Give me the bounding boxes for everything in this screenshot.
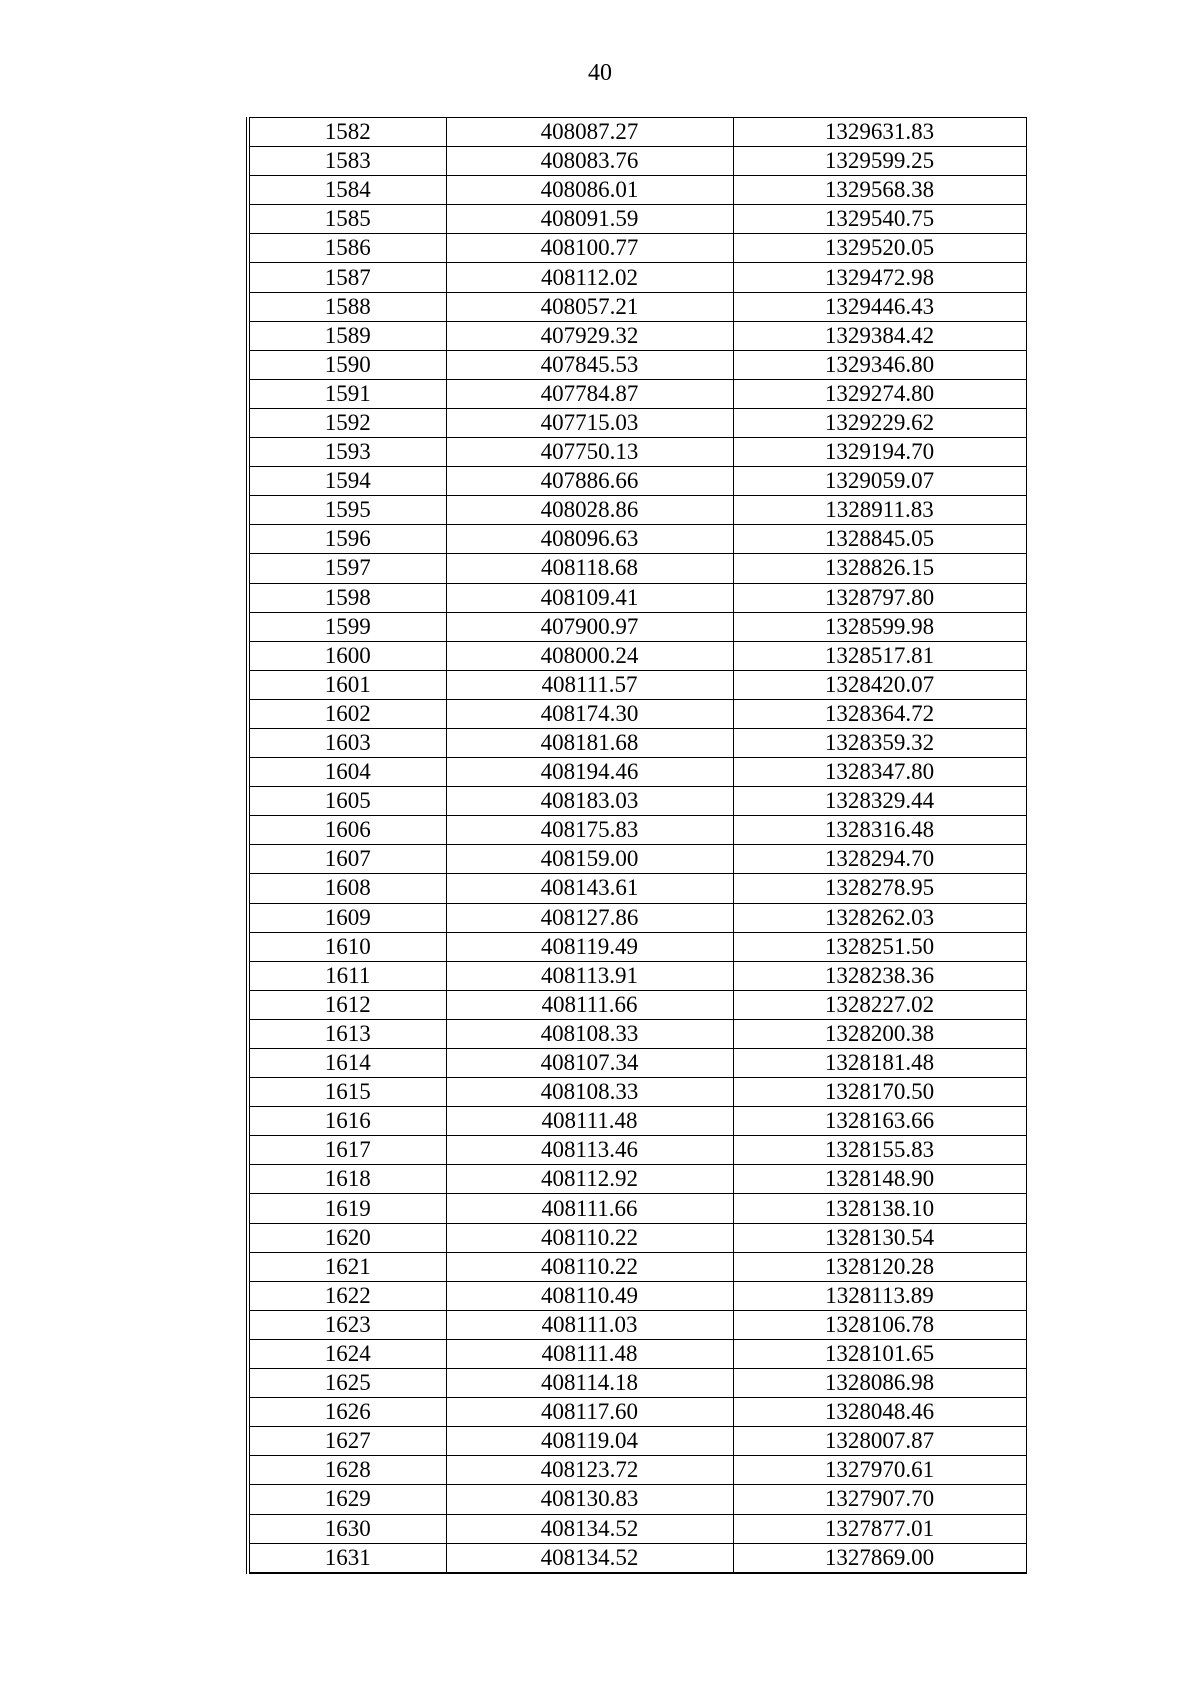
point-number-cell: 1584 xyxy=(248,176,446,205)
y-coordinate-cell: 1329446.43 xyxy=(733,292,1026,321)
point-number-cell: 1602 xyxy=(248,699,446,728)
point-number-cell: 1582 xyxy=(248,118,446,147)
table-row xyxy=(248,699,1026,728)
table-row xyxy=(248,147,1026,176)
table-row xyxy=(248,1310,1026,1339)
point-number-cell: 1619 xyxy=(248,1194,446,1223)
point-number-cell: 1599 xyxy=(248,612,446,641)
y-coordinate-cell: 1327907.70 xyxy=(733,1485,1026,1514)
point-number-cell: 1587 xyxy=(248,263,446,292)
x-coordinate-cell: 408110.49 xyxy=(446,1281,733,1310)
y-coordinate-cell: 1328329.44 xyxy=(733,787,1026,816)
y-coordinate-cell: 1329520.05 xyxy=(733,234,1026,263)
y-coordinate-cell: 1328278.95 xyxy=(733,874,1026,903)
point-number-cell: 1590 xyxy=(248,350,446,379)
table-row xyxy=(248,263,1026,292)
x-coordinate-cell: 408123.72 xyxy=(446,1456,733,1485)
y-coordinate-cell: 1328420.07 xyxy=(733,670,1026,699)
point-number-cell: 1607 xyxy=(248,845,446,874)
table-row xyxy=(248,1194,1026,1223)
x-coordinate-cell: 407784.87 xyxy=(446,379,733,408)
x-coordinate-cell: 408110.22 xyxy=(446,1252,733,1281)
x-coordinate-cell: 408100.77 xyxy=(446,234,733,263)
point-number-cell: 1612 xyxy=(248,990,446,1019)
y-coordinate-cell: 1328007.87 xyxy=(733,1427,1026,1456)
table-row xyxy=(248,496,1026,525)
point-number-cell: 1621 xyxy=(248,1252,446,1281)
x-coordinate-cell: 408143.61 xyxy=(446,874,733,903)
table-row xyxy=(248,525,1026,554)
x-coordinate-cell: 408091.59 xyxy=(446,205,733,234)
x-coordinate-cell: 408117.60 xyxy=(446,1398,733,1427)
x-coordinate-cell: 408118.68 xyxy=(446,554,733,583)
y-coordinate-cell: 1328200.38 xyxy=(733,1019,1026,1048)
point-number-cell: 1601 xyxy=(248,670,446,699)
x-coordinate-cell: 408175.83 xyxy=(446,816,733,845)
point-number-cell: 1604 xyxy=(248,758,446,787)
y-coordinate-cell: 1328155.83 xyxy=(733,1136,1026,1165)
y-coordinate-cell: 1329059.07 xyxy=(733,467,1026,496)
x-coordinate-cell: 408127.86 xyxy=(446,903,733,932)
y-coordinate-cell: 1328106.78 xyxy=(733,1310,1026,1339)
table-row xyxy=(248,350,1026,379)
x-coordinate-cell: 407900.97 xyxy=(446,612,733,641)
y-coordinate-cell: 1327877.01 xyxy=(733,1514,1026,1543)
y-coordinate-cell: 1328911.83 xyxy=(733,496,1026,525)
table-row xyxy=(248,1514,1026,1543)
y-coordinate-cell: 1328359.32 xyxy=(733,728,1026,757)
point-number-cell: 1626 xyxy=(248,1398,446,1427)
point-number-cell: 1628 xyxy=(248,1456,446,1485)
x-coordinate-cell: 408087.27 xyxy=(446,118,733,147)
y-coordinate-cell: 1329631.83 xyxy=(733,118,1026,147)
table-row xyxy=(248,728,1026,757)
x-coordinate-cell: 408112.02 xyxy=(446,263,733,292)
y-coordinate-cell: 1328364.72 xyxy=(733,699,1026,728)
x-coordinate-cell: 408111.48 xyxy=(446,1107,733,1136)
point-number-cell: 1613 xyxy=(248,1019,446,1048)
point-number-cell: 1620 xyxy=(248,1223,446,1252)
table-row xyxy=(248,118,1026,147)
y-coordinate-cell: 1328086.98 xyxy=(733,1369,1026,1398)
y-coordinate-cell: 1329599.25 xyxy=(733,147,1026,176)
y-coordinate-cell: 1328347.80 xyxy=(733,758,1026,787)
x-coordinate-cell: 408057.21 xyxy=(446,292,733,321)
table-row xyxy=(248,205,1026,234)
point-number-cell: 1605 xyxy=(248,787,446,816)
point-number-cell: 1631 xyxy=(248,1543,446,1573)
point-number-cell: 1630 xyxy=(248,1514,446,1543)
x-coordinate-cell: 408086.01 xyxy=(446,176,733,205)
y-coordinate-cell: 1329472.98 xyxy=(733,263,1026,292)
y-coordinate-cell: 1327970.61 xyxy=(733,1456,1026,1485)
table-row xyxy=(248,1339,1026,1368)
point-number-cell: 1611 xyxy=(248,961,446,990)
point-number-cell: 1588 xyxy=(248,292,446,321)
y-coordinate-cell: 1327869.00 xyxy=(733,1543,1026,1573)
x-coordinate-cell: 408134.52 xyxy=(446,1514,733,1543)
table-row xyxy=(248,1281,1026,1310)
coordinate-table xyxy=(246,117,1027,1574)
x-coordinate-cell: 407929.32 xyxy=(446,321,733,350)
y-coordinate-cell: 1329540.75 xyxy=(733,205,1026,234)
table-row xyxy=(248,408,1026,437)
y-coordinate-cell: 1328797.80 xyxy=(733,583,1026,612)
x-coordinate-cell: 408096.63 xyxy=(446,525,733,554)
table-row xyxy=(248,1427,1026,1456)
point-number-cell: 1597 xyxy=(248,554,446,583)
x-coordinate-cell: 408111.66 xyxy=(446,990,733,1019)
x-coordinate-cell: 407845.53 xyxy=(446,350,733,379)
table-row xyxy=(248,1398,1026,1427)
table-row xyxy=(248,1136,1026,1165)
table-row xyxy=(248,787,1026,816)
table-row xyxy=(248,641,1026,670)
table-row xyxy=(248,176,1026,205)
coordinate-table-body xyxy=(248,118,1026,1573)
point-number-cell: 1600 xyxy=(248,641,446,670)
y-coordinate-cell: 1328238.36 xyxy=(733,961,1026,990)
table-row xyxy=(248,990,1026,1019)
point-number-cell: 1622 xyxy=(248,1281,446,1310)
table-row xyxy=(248,845,1026,874)
x-coordinate-cell: 408130.83 xyxy=(446,1485,733,1514)
point-number-cell: 1617 xyxy=(248,1136,446,1165)
x-coordinate-cell: 408108.33 xyxy=(446,1078,733,1107)
y-coordinate-cell: 1328113.89 xyxy=(733,1281,1026,1310)
table-row xyxy=(248,961,1026,990)
x-coordinate-cell: 408107.34 xyxy=(446,1049,733,1078)
x-coordinate-cell: 408111.48 xyxy=(446,1339,733,1368)
x-coordinate-cell: 408000.24 xyxy=(446,641,733,670)
y-coordinate-cell: 1329346.80 xyxy=(733,350,1026,379)
x-coordinate-cell: 408108.33 xyxy=(446,1019,733,1048)
y-coordinate-cell: 1328130.54 xyxy=(733,1223,1026,1252)
x-coordinate-cell: 408083.76 xyxy=(446,147,733,176)
point-number-cell: 1615 xyxy=(248,1078,446,1107)
y-coordinate-cell: 1329384.42 xyxy=(733,321,1026,350)
x-coordinate-cell: 408109.41 xyxy=(446,583,733,612)
y-coordinate-cell: 1328101.65 xyxy=(733,1339,1026,1368)
table-row xyxy=(248,1165,1026,1194)
table-row xyxy=(248,379,1026,408)
table-row xyxy=(248,292,1026,321)
table-row xyxy=(248,903,1026,932)
table-row xyxy=(248,932,1026,961)
x-coordinate-cell: 408113.91 xyxy=(446,961,733,990)
y-coordinate-cell: 1328138.10 xyxy=(733,1194,1026,1223)
point-number-cell: 1592 xyxy=(248,408,446,437)
x-coordinate-cell: 407715.03 xyxy=(446,408,733,437)
point-number-cell: 1610 xyxy=(248,932,446,961)
point-number-cell: 1598 xyxy=(248,583,446,612)
y-coordinate-cell: 1329274.80 xyxy=(733,379,1026,408)
table-row xyxy=(248,1223,1026,1252)
y-coordinate-cell: 1328845.05 xyxy=(733,525,1026,554)
table-row xyxy=(248,612,1026,641)
table-row xyxy=(248,1543,1026,1573)
x-coordinate-cell: 408194.46 xyxy=(446,758,733,787)
table-row xyxy=(248,874,1026,903)
point-number-cell: 1593 xyxy=(248,438,446,467)
x-coordinate-cell: 407750.13 xyxy=(446,438,733,467)
table-row xyxy=(248,438,1026,467)
table-row xyxy=(248,1107,1026,1136)
y-coordinate-cell: 1328120.28 xyxy=(733,1252,1026,1281)
x-coordinate-cell: 408181.68 xyxy=(446,728,733,757)
point-number-cell: 1614 xyxy=(248,1049,446,1078)
y-coordinate-cell: 1328163.66 xyxy=(733,1107,1026,1136)
x-coordinate-cell: 408028.86 xyxy=(446,496,733,525)
y-coordinate-cell: 1328227.02 xyxy=(733,990,1026,1019)
table-row xyxy=(248,1456,1026,1485)
point-number-cell: 1594 xyxy=(248,467,446,496)
x-coordinate-cell: 408112.92 xyxy=(446,1165,733,1194)
point-number-cell: 1591 xyxy=(248,379,446,408)
y-coordinate-cell: 1328517.81 xyxy=(733,641,1026,670)
table-row xyxy=(248,1049,1026,1078)
x-coordinate-cell: 408119.04 xyxy=(446,1427,733,1456)
point-number-cell: 1623 xyxy=(248,1310,446,1339)
point-number-cell: 1603 xyxy=(248,728,446,757)
x-coordinate-cell: 408119.49 xyxy=(446,932,733,961)
y-coordinate-cell: 1328048.46 xyxy=(733,1398,1026,1427)
point-number-cell: 1583 xyxy=(248,147,446,176)
x-coordinate-cell: 408111.03 xyxy=(446,1310,733,1339)
table-row xyxy=(248,583,1026,612)
x-coordinate-cell: 408134.52 xyxy=(446,1543,733,1573)
y-coordinate-cell: 1328599.98 xyxy=(733,612,1026,641)
point-number-cell: 1609 xyxy=(248,903,446,932)
table-row xyxy=(248,321,1026,350)
y-coordinate-cell: 1328294.70 xyxy=(733,845,1026,874)
y-coordinate-cell: 1328316.48 xyxy=(733,816,1026,845)
x-coordinate-cell: 408111.66 xyxy=(446,1194,733,1223)
y-coordinate-cell: 1329194.70 xyxy=(733,438,1026,467)
x-coordinate-cell: 408111.57 xyxy=(446,670,733,699)
x-coordinate-cell: 408110.22 xyxy=(446,1223,733,1252)
point-number-cell: 1585 xyxy=(248,205,446,234)
point-number-cell: 1586 xyxy=(248,234,446,263)
point-number-cell: 1616 xyxy=(248,1107,446,1136)
y-coordinate-cell: 1329229.62 xyxy=(733,408,1026,437)
table-row xyxy=(248,758,1026,787)
table-row xyxy=(248,1485,1026,1514)
x-coordinate-cell: 408159.00 xyxy=(446,845,733,874)
x-coordinate-cell: 408113.46 xyxy=(446,1136,733,1165)
y-coordinate-cell: 1328826.15 xyxy=(733,554,1026,583)
table-row xyxy=(248,816,1026,845)
table-row xyxy=(248,1078,1026,1107)
table-row xyxy=(248,1019,1026,1048)
x-coordinate-cell: 408174.30 xyxy=(446,699,733,728)
point-number-cell: 1606 xyxy=(248,816,446,845)
point-number-cell: 1608 xyxy=(248,874,446,903)
table-row xyxy=(248,554,1026,583)
point-number-cell: 1629 xyxy=(248,1485,446,1514)
y-coordinate-cell: 1328251.50 xyxy=(733,932,1026,961)
page-number: 40 xyxy=(588,60,612,86)
table-row xyxy=(248,670,1026,699)
point-number-cell: 1595 xyxy=(248,496,446,525)
point-number-cell: 1596 xyxy=(248,525,446,554)
x-coordinate-cell: 407886.66 xyxy=(446,467,733,496)
point-number-cell: 1618 xyxy=(248,1165,446,1194)
point-number-cell: 1627 xyxy=(248,1427,446,1456)
table-row xyxy=(248,234,1026,263)
table-row xyxy=(248,1252,1026,1281)
point-number-cell: 1625 xyxy=(248,1369,446,1398)
point-number-cell: 1589 xyxy=(248,321,446,350)
x-coordinate-cell: 408183.03 xyxy=(446,787,733,816)
point-number-cell: 1624 xyxy=(248,1339,446,1368)
y-coordinate-cell: 1329568.38 xyxy=(733,176,1026,205)
y-coordinate-cell: 1328181.48 xyxy=(733,1049,1026,1078)
y-coordinate-cell: 1328170.50 xyxy=(733,1078,1026,1107)
y-coordinate-cell: 1328262.03 xyxy=(733,903,1026,932)
table-row xyxy=(248,1369,1026,1398)
table-row xyxy=(248,467,1026,496)
y-coordinate-cell: 1328148.90 xyxy=(733,1165,1026,1194)
x-coordinate-cell: 408114.18 xyxy=(446,1369,733,1398)
